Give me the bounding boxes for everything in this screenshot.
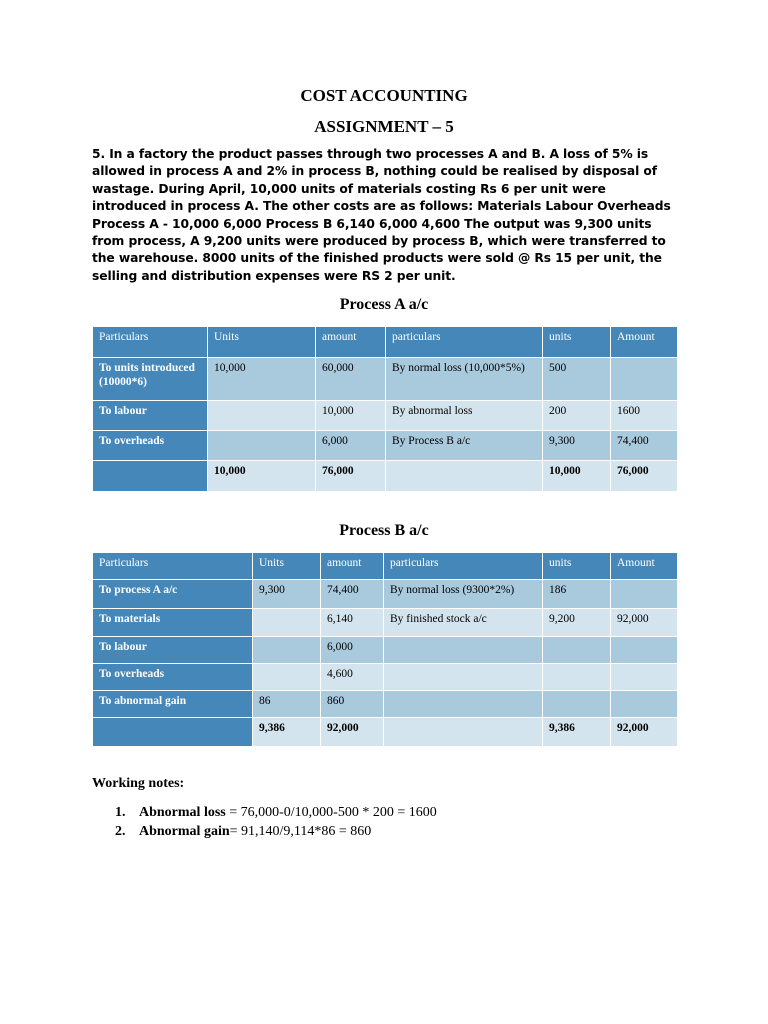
table-cell: 86 bbox=[253, 691, 321, 718]
table-cell bbox=[384, 664, 543, 691]
table-cell bbox=[611, 691, 678, 718]
process-a-table bbox=[92, 326, 678, 492]
table-cell: 60,000 bbox=[316, 358, 386, 401]
header-cell: Particulars bbox=[93, 553, 253, 580]
header-cell: Particulars bbox=[93, 327, 208, 358]
note-formula: = 91,140/9,114*86 = 860 bbox=[229, 824, 372, 839]
working-notes-list bbox=[115, 803, 675, 841]
table-cell: 10,000 bbox=[208, 461, 316, 492]
table-row bbox=[93, 580, 678, 609]
assignment-title: ASSIGNMENT – 5 bbox=[314, 117, 454, 136]
list-item bbox=[115, 803, 675, 822]
table-total-row bbox=[93, 718, 678, 747]
table-total-row bbox=[93, 461, 678, 492]
table-cell: 500 bbox=[543, 358, 611, 401]
table-cell bbox=[386, 461, 543, 492]
table-cell: 92,000 bbox=[611, 609, 678, 637]
table-cell: 6,140 bbox=[321, 609, 384, 637]
table-row bbox=[93, 358, 678, 401]
table-row bbox=[93, 431, 678, 461]
table-header-row bbox=[93, 553, 678, 580]
note-label: Abnormal loss bbox=[139, 805, 226, 820]
table-header-row bbox=[93, 327, 678, 358]
table-cell: 9,200 bbox=[543, 609, 611, 637]
process-b-table bbox=[92, 552, 678, 747]
table-cell: 200 bbox=[543, 401, 611, 431]
process-a-title: Process A a/c bbox=[339, 296, 429, 313]
header-cell: units bbox=[543, 553, 611, 580]
table-cell: 9,386 bbox=[543, 718, 611, 747]
table-cell bbox=[384, 691, 543, 718]
table-cell bbox=[208, 401, 316, 431]
table-cell bbox=[253, 637, 321, 664]
table-cell bbox=[611, 637, 678, 664]
table-row bbox=[93, 691, 678, 718]
table-cell: 10,000 bbox=[208, 358, 316, 401]
table-cell: By normal loss (10,000*5%) bbox=[386, 358, 543, 401]
table-cell bbox=[611, 664, 678, 691]
table-cell bbox=[543, 691, 611, 718]
header-cell: units bbox=[543, 327, 611, 358]
table-cell: 186 bbox=[543, 580, 611, 609]
table-cell: 6,000 bbox=[316, 431, 386, 461]
table-cell: 92,000 bbox=[321, 718, 384, 747]
table-cell: By Process B a/c bbox=[386, 431, 543, 461]
header-cell: particulars bbox=[386, 327, 543, 358]
process-b-title: Process B a/c bbox=[339, 522, 429, 539]
table-cell: 76,000 bbox=[611, 461, 678, 492]
table-row bbox=[93, 664, 678, 691]
table-cell bbox=[253, 664, 321, 691]
note-number: 2. bbox=[115, 824, 126, 839]
note-formula: = 76,000-0/10,000-500 * 200 = 1600 bbox=[225, 805, 437, 820]
table-cell: 76,000 bbox=[316, 461, 386, 492]
table-cell: To abnormal gain bbox=[93, 691, 253, 718]
header-cell: amount bbox=[316, 327, 386, 358]
table-cell: 4,600 bbox=[321, 664, 384, 691]
table-cell: To overheads bbox=[93, 431, 208, 461]
table-cell: To materials bbox=[93, 609, 253, 637]
table-cell: To labour bbox=[93, 401, 208, 431]
table-cell: To units introduced (10000*6) bbox=[93, 358, 208, 401]
header-cell: Units bbox=[208, 327, 316, 358]
table-cell: 92,000 bbox=[611, 718, 678, 747]
table-row bbox=[93, 609, 678, 637]
table-row bbox=[93, 401, 678, 431]
note-label: Abnormal gain bbox=[139, 824, 230, 839]
table-cell: 10,000 bbox=[543, 461, 611, 492]
table-cell: To labour bbox=[93, 637, 253, 664]
note-number: 1. bbox=[115, 805, 126, 820]
table-cell bbox=[93, 718, 253, 747]
table-cell bbox=[611, 358, 678, 401]
table-cell: 9,300 bbox=[253, 580, 321, 609]
table-cell: 10,000 bbox=[316, 401, 386, 431]
table-cell bbox=[543, 664, 611, 691]
table-cell bbox=[543, 637, 611, 664]
table-cell: To process A a/c bbox=[93, 580, 253, 609]
table-cell bbox=[208, 431, 316, 461]
table-cell: 74,400 bbox=[321, 580, 384, 609]
table-cell bbox=[93, 461, 208, 492]
table-cell bbox=[611, 580, 678, 609]
table-cell bbox=[253, 609, 321, 637]
table-cell bbox=[384, 637, 543, 664]
table-cell: 1600 bbox=[611, 401, 678, 431]
table-cell: By abnormal loss bbox=[386, 401, 543, 431]
table-row bbox=[93, 637, 678, 664]
table-cell bbox=[384, 718, 543, 747]
table-cell: 74,400 bbox=[611, 431, 678, 461]
working-notes-title: Working notes: bbox=[92, 776, 185, 791]
header-cell: Amount bbox=[611, 553, 678, 580]
list-item bbox=[115, 822, 675, 841]
header-cell: Amount bbox=[611, 327, 678, 358]
table-cell: 6,000 bbox=[321, 637, 384, 664]
header-cell: particulars bbox=[384, 553, 543, 580]
table-cell: 9,300 bbox=[543, 431, 611, 461]
question-text: 5. In a factory the product passes through two processes A and B. A loss of 5% is allowed in process A and 2% in process B, nothing could be realised by disposal of wastage. During April, 10,000 units of materials costing Rs 6 per unit were introduced in process A. The other costs are as follows: Materials Labour Overheads Process A - 10,000 6,000 Process B 6,140 6,000 4,600 The output was 9,300 units from process, A 9,200 units were produced by process B, which were transferred to the warehouse. 8000 units of the finished products were sold @ Rs 15 per unit, the selling and distribution expenses were RS 2 per unit. bbox=[92, 147, 671, 283]
document-title: COST ACCOUNTING bbox=[300, 86, 468, 105]
table-cell: To overheads bbox=[93, 664, 253, 691]
table-cell: 860 bbox=[321, 691, 384, 718]
table-cell: By finished stock a/c bbox=[384, 609, 543, 637]
table-cell: 9,386 bbox=[253, 718, 321, 747]
header-cell: Units bbox=[253, 553, 321, 580]
table-cell: By normal loss (9300*2%) bbox=[384, 580, 543, 609]
header-cell: amount bbox=[321, 553, 384, 580]
